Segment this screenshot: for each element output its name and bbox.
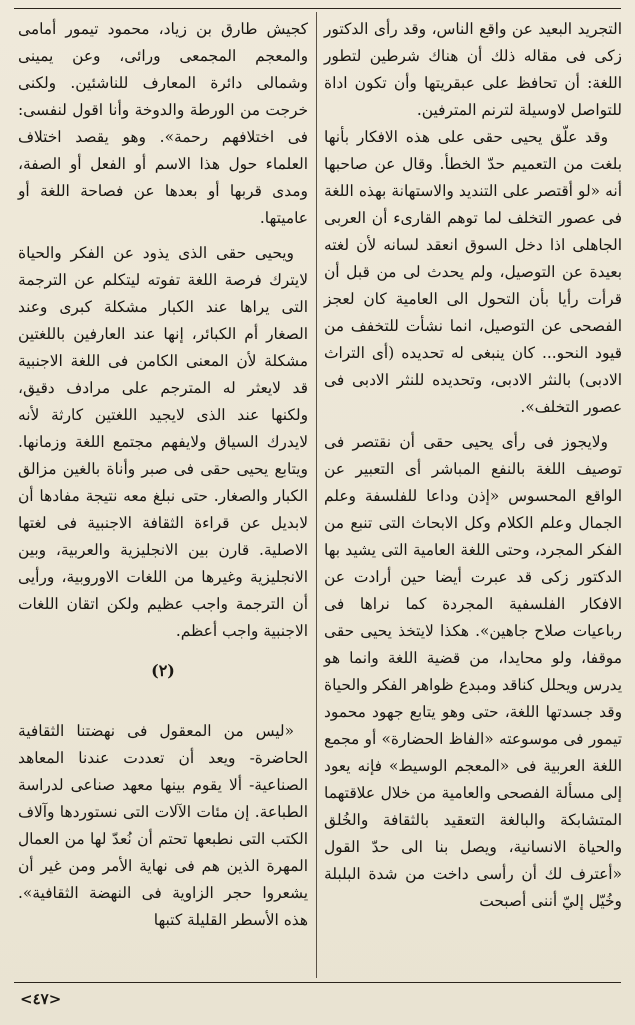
section-heading: (٢) <box>151 661 175 680</box>
paragraph: التجريد البعيد عن واقع الناس، وقد رأى الدكتور زكى فى مقاله ذلك أن هناك شرطين لتطور اللغة: أن تحافظ على عبقريتها وأن تكون اداة للتواصل لاوسيلة لترنم المترفين. <box>324 20 622 119</box>
bottom-rule <box>14 982 621 983</box>
quote-paragraph: «ليس من المعقول فى نهضتنا الثقافية الحاضرة- ويعد أن تعددت عندنا المعاهد الصناعية- ألا يقوم بينها معهد صناعى لدراسة الطباعة. إن مئات الآلات التى نستوردها وآلاف الكتب التى نطبعها تحتم أن نُعدّ لها من العمال المهرة الذين هم فى نهاية الأمر ومن غير أن يشعروا حجر الزاوية فى النهضة الثقافية». هذه الأسطر القليلة كتبها <box>18 722 308 929</box>
paragraph: ولايجوز فى رأى يحيى حقى أن نقتصر فى توصيف اللغة بالنفع المباشر أى التعبير عن الواقع المحسوس «إذن وداعا للفلسفة وعلم الجمال وعلم الكلام وكل الابحاث التى تنبع من الفكر المجرد، وحتى اللغة العامية التى يشيد بها الدكتور زكى قد عبرت أيضا حين أرادت عن الافكار الفلسفية المجردة كما نراها فى رباعيات صلاح جاهين». هكذا لايتخذ يحيى حقى موقفا، ولو محايدا، من قضية اللغة وانما هو يدرس ويحلل كناقد ومبدع ظواهر الفكر والحياة وقد جسدتها اللغة، حتى وهو يتابع جهود محمود تيمور فى موسوعته «الفاظ الحضارة» أو مجمع اللغة العربية فى «المعجم الوسيط» فإنه يعود إلى مسألة الفصحى والعامية من خلال علاقتهما المتشابكة والبالغة التعقيد بالثقافة والخُلق والحياة الانسانية، ويصل بنا الى حدّ القول «أعترف لك أن رأسى داخت من شدة البلبلة وخُيّل إليّ أننى أصبحت <box>324 433 622 910</box>
paragraph: ويحيى حقى الذى يذود عن الفكر والحياة لايترك فرصة اللغة تفوته ليتكلم عن الترجمة التى يراها عند الكبار مشكلة كبرى وعند الصغار أم الكبائر، إنها عند العارفين باللغتين مشكلة لأن المعنى الكامن فى اللغة الاجنبية قد لايعثر له المترجم على مرادف دقيق، ولكنها عند الذى لايجيد اللغتين كارثة لأنه لايدرك السياق ولايفهم مجتمع اللغة وزمانها. ويتابع يحيى حقى فى صبر وأناة بالغين مزالق الكبار والصغار. حتى نبلغ معه نتيجة مفادها أن لابديل عن قراءة الثقافة الاجنبية فى لغتها الاصلية. قارن بين الانجليزية والعربية، وبين الانجليزية وغيرها من اللغات الاوروبية، ورأيى أن الترجمة واجب عظيم ولكن اتقان اللغات الاجنبية واجب أعظم. <box>18 244 308 640</box>
left-column <box>18 16 308 934</box>
page-number: <٤٧> <box>20 990 62 1008</box>
paragraph: وقد علّق يحيى حقى على هذه الافكار بأنها بلغت من التعميم حدّ الخطأ. وقال عن صاحبها أنه «لو أقتصر على التنديد والاستهانة بهذه اللغة فى عصور التخلف لما توهم القارىء أن العربى الجاهلى اذا دخل السوق انعقد لسانه لأن لغته بعيدة عن التوصيل، ولم يحدث لى من قبل أن قرأت رأيا بأن التحول الى العامية كان لعجز الفصحى عن التوصيل، انما نشأت للتخفف من قيود النحو... كان ينبغى له تحديده (أى التراث الادبى) بالنثر الادبى، وتحديده للنثر الادبى فى عصور التخلف». <box>324 128 622 416</box>
top-rule <box>14 8 621 9</box>
column-divider <box>316 12 317 978</box>
right-column <box>324 16 622 915</box>
paragraph: كجيش طارق بن زياد، محمود تيمور أمامى والمعجم المجمعى ورائى، وعن يمينى وشمالى دائرة المعارف للناشئين. ولكنى خرجت من الورطة والدوخة وأنا اقول لنفسى: فى اختلافهم رحمة». وهو يقصد اختلاف العلماء حول هذا الاسم أو الفعل أو الصفة، ومدى قربها أو بعدها عن فصاحة اللغة أو عاميتها. <box>18 20 308 227</box>
